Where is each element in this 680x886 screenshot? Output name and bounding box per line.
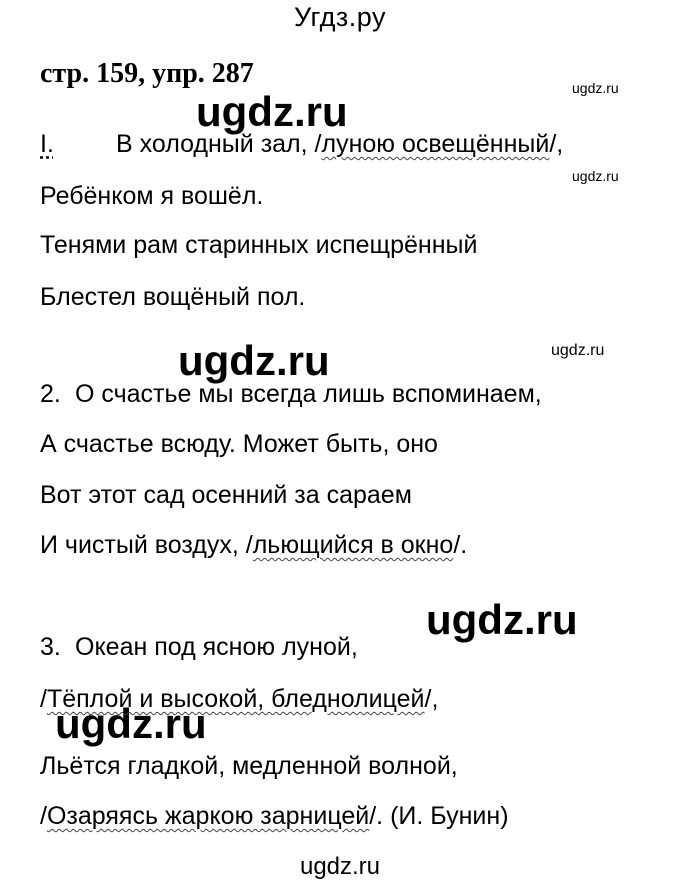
watermark-small: ugdz.ru bbox=[572, 168, 619, 184]
participial-phrase: Тёплой и высокой, бледнолицей bbox=[46, 685, 425, 713]
stanza1-number: I. bbox=[40, 130, 54, 158]
stanza1-line2: Ребёнком я вошёл. bbox=[40, 182, 264, 210]
text: /, bbox=[549, 130, 564, 158]
text: И чистый воздух, / bbox=[40, 531, 253, 559]
watermark-small: ugdz.ru bbox=[572, 80, 619, 96]
text: /, bbox=[424, 685, 439, 713]
stanza3-line3: Льётся гладкой, медленной волной, bbox=[40, 752, 458, 780]
adverbial-phrase: Озаряясь жаркою зарницей bbox=[46, 802, 370, 830]
stanza1-line3: Тенями рам старинных испещрённый bbox=[40, 231, 478, 259]
stanza3-line2 bbox=[40, 685, 438, 714]
text: /. (И. Бунин) bbox=[369, 802, 509, 830]
text: /. bbox=[453, 531, 468, 559]
stanza2-number: 2. bbox=[40, 380, 61, 408]
stanza1-line4: Блестел вощёный пол. bbox=[40, 283, 306, 311]
exercise-heading: стр. 159, упр. 287 bbox=[40, 58, 254, 89]
stanza1-line1 bbox=[40, 130, 563, 159]
watermark-small: ugdz.ru bbox=[551, 342, 605, 359]
stanza3-line1 bbox=[40, 633, 358, 662]
stanza2-line2: А счастье всюду. Может быть, оно bbox=[40, 430, 438, 458]
participial-phrase: луною освещённый bbox=[321, 130, 550, 158]
watermark-big: ugdz.ru bbox=[55, 700, 207, 747]
stanza2-line1 bbox=[40, 380, 542, 409]
text: В холодный зал, / bbox=[116, 130, 322, 158]
watermark-footer: ugdz.ru bbox=[299, 853, 381, 880]
watermark-big: ugdz.ru bbox=[196, 88, 348, 135]
participial-phrase: льющийся в окно bbox=[252, 531, 454, 559]
watermark-big: ugdz.ru bbox=[178, 337, 330, 384]
site-title: Угдз.ру bbox=[294, 2, 386, 32]
text: / bbox=[40, 685, 47, 713]
stanza3-line4 bbox=[40, 802, 509, 831]
stanza2-line4 bbox=[40, 531, 467, 560]
stanza3-number: 3. bbox=[40, 633, 61, 661]
stanza2-line3: Вот этот сад осенний за сараем bbox=[40, 481, 412, 509]
watermark-big: ugdz.ru bbox=[426, 596, 578, 643]
text: О счастье мы всегда лишь вспоминаем, bbox=[75, 380, 542, 408]
text: / bbox=[40, 802, 47, 830]
text: Океан под ясною луной, bbox=[75, 633, 358, 661]
